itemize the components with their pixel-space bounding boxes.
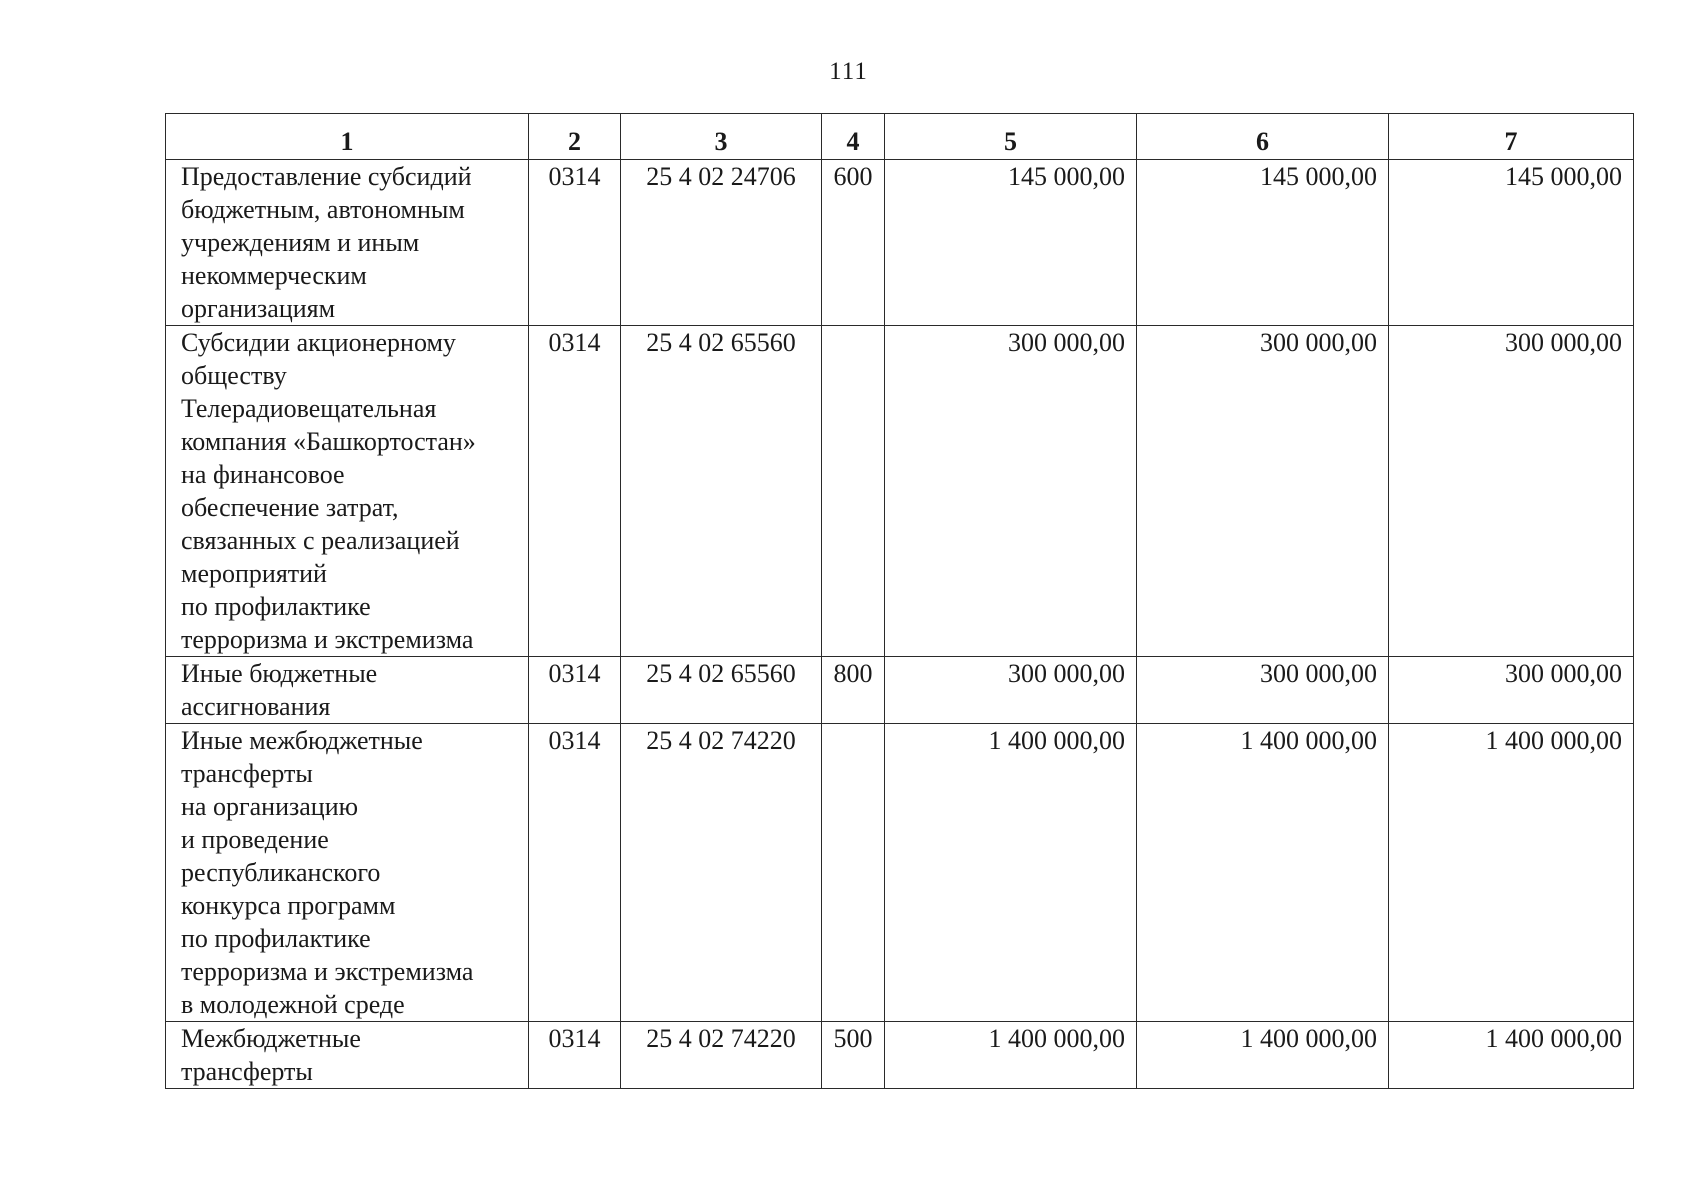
row-name-line: некоммерческим [181, 261, 367, 290]
row-name-line: организациям [181, 294, 336, 323]
target-article-cell: 25 4 02 24706 [621, 160, 822, 326]
amount-cell-col6: 1 400 000,00 [1137, 1022, 1389, 1089]
row-name-line: Межбюджетные [181, 1024, 361, 1053]
row-name-line: мероприятий [181, 559, 327, 588]
target-article-cell: 25 4 02 74220 [621, 724, 822, 1022]
expense-type-cell [822, 326, 885, 657]
table-row [166, 657, 1634, 724]
row-name-line: по профилактике [181, 924, 371, 953]
amount-cell-col6: 300 000,00 [1137, 657, 1389, 724]
column-header: 1 [166, 114, 529, 160]
column-header: 4 [822, 114, 885, 160]
table-row [166, 326, 1634, 657]
expense-type-cell: 800 [822, 657, 885, 724]
row-name-line: терроризма и экстремизма [181, 957, 474, 986]
row-name-line: компания «Башкортостан» [181, 427, 476, 456]
column-header: 7 [1389, 114, 1634, 160]
row-name-line: обеспечение затрат, [181, 493, 399, 522]
row-name-cell [166, 657, 529, 724]
row-name-line: и проведение [181, 825, 329, 854]
table-row [166, 1022, 1634, 1089]
amount-cell-col5: 145 000,00 [885, 160, 1137, 326]
table-body [166, 160, 1634, 1089]
column-header: 5 [885, 114, 1137, 160]
target-article-cell: 25 4 02 65560 [621, 326, 822, 657]
row-name-line: Иные бюджетные [181, 659, 378, 688]
section-cell: 0314 [529, 160, 621, 326]
section-cell: 0314 [529, 657, 621, 724]
column-header: 6 [1137, 114, 1389, 160]
row-name-line: по профилактике [181, 592, 371, 621]
row-name-cell [166, 724, 529, 1022]
amount-cell-col6: 1 400 000,00 [1137, 724, 1389, 1022]
column-header: 3 [621, 114, 822, 160]
table-row [166, 724, 1634, 1022]
row-name-cell [166, 1022, 529, 1089]
amount-cell-col6: 145 000,00 [1137, 160, 1389, 326]
header-row [166, 114, 1634, 160]
row-name-line: в молодежной среде [181, 990, 405, 1019]
amount-cell-col5: 1 400 000,00 [885, 1022, 1137, 1089]
row-name-line: конкурса программ [181, 891, 396, 920]
row-name-line: Телерадиовещательная [181, 394, 437, 423]
row-name-line: терроризма и экстремизма [181, 625, 474, 654]
row-name-cell [166, 326, 529, 657]
target-article-cell: 25 4 02 65560 [621, 657, 822, 724]
amount-cell-col5: 300 000,00 [885, 657, 1137, 724]
table-row [166, 160, 1634, 326]
row-name-line: Субсидии акционерному [181, 328, 456, 357]
row-name-line: ассигнования [181, 692, 331, 721]
row-name-cell [166, 160, 529, 326]
amount-cell-col7: 145 000,00 [1389, 160, 1634, 326]
column-header: 2 [529, 114, 621, 160]
row-name-line: связанных с реализацией [181, 526, 460, 555]
budget-table [165, 113, 1634, 1089]
amount-cell-col5: 1 400 000,00 [885, 724, 1137, 1022]
target-article-cell: 25 4 02 74220 [621, 1022, 822, 1089]
section-cell: 0314 [529, 326, 621, 657]
amount-cell-col5: 300 000,00 [885, 326, 1137, 657]
row-name-line: учреждениям и иным [181, 228, 420, 257]
row-name-line: бюджетным, автономным [181, 195, 465, 224]
amount-cell-col7: 1 400 000,00 [1389, 1022, 1634, 1089]
amount-cell-col7: 1 400 000,00 [1389, 724, 1634, 1022]
section-cell: 0314 [529, 1022, 621, 1089]
row-name-line: Иные межбюджетные [181, 726, 423, 755]
row-name-line: трансферты [181, 759, 313, 788]
amount-cell-col7: 300 000,00 [1389, 326, 1634, 657]
expense-type-cell: 600 [822, 160, 885, 326]
section-cell: 0314 [529, 724, 621, 1022]
row-name-line: трансферты [181, 1057, 313, 1086]
expense-type-cell: 500 [822, 1022, 885, 1089]
expense-type-cell [822, 724, 885, 1022]
row-name-line: на организацию [181, 792, 359, 821]
row-name-line: на финансовое [181, 460, 345, 489]
amount-cell-col7: 300 000,00 [1389, 657, 1634, 724]
amount-cell-col6: 300 000,00 [1137, 326, 1389, 657]
row-name-line: республиканского [181, 858, 381, 887]
page-number: 111 [829, 58, 868, 85]
row-name-line: Предоставление субсидий [181, 162, 472, 191]
row-name-line: обществу [181, 361, 287, 390]
